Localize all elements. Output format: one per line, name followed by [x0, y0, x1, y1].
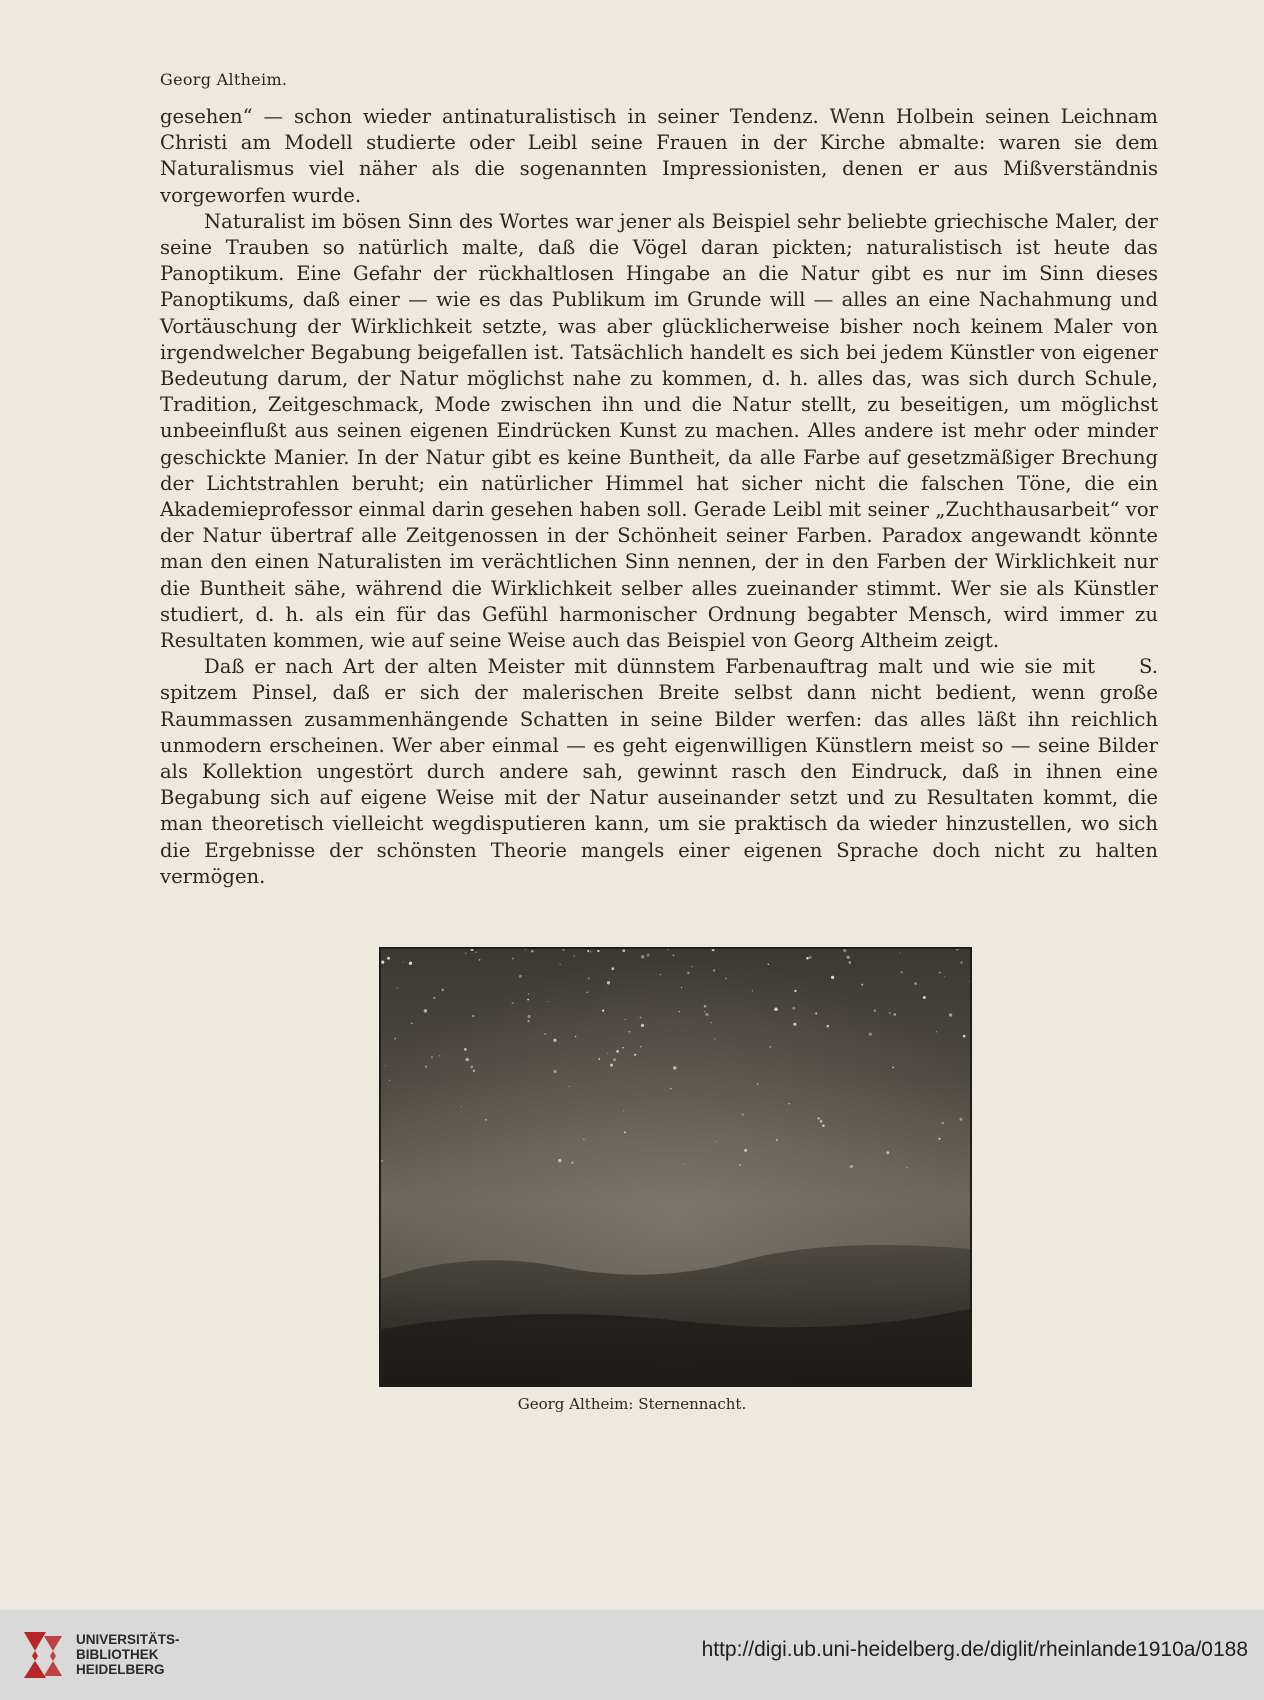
star-dot — [441, 989, 444, 992]
star-dot — [820, 1120, 823, 1123]
star-dot — [742, 1113, 744, 1115]
star-dot — [587, 950, 589, 952]
star-dot — [575, 1036, 576, 1037]
star-dot — [713, 969, 716, 972]
star-dot — [465, 953, 466, 954]
star-dot — [394, 1038, 396, 1040]
star-dot — [548, 1001, 549, 1002]
star-dot — [892, 1067, 894, 1069]
star-dot — [470, 1066, 473, 1069]
star-dot — [827, 1025, 830, 1028]
star-dot — [527, 999, 529, 1001]
star-dot — [818, 1117, 820, 1119]
star-dot — [461, 1106, 462, 1107]
star-dot — [691, 966, 693, 968]
star-dot — [944, 976, 945, 977]
star-dot — [597, 950, 599, 952]
star-dot — [869, 1033, 872, 1036]
star-dot — [602, 1010, 604, 1012]
star-dot — [464, 1048, 467, 1051]
star-dot — [942, 1122, 944, 1124]
star-dot — [949, 1013, 952, 1016]
star-dot — [607, 981, 610, 984]
star-dot — [673, 1066, 676, 1069]
article-body — [160, 104, 1158, 890]
star-dot — [466, 1058, 469, 1061]
paragraph-2: Naturalist im bösen Sinn des Wortes war jener als Beispiel sehr beliebte griechische Maler, der seine Trauben so natürlich malte, daß die Vögel daran pickten; naturalistisch ist heute das Panoptikum. Eine Gefahr der rückhaltlosen Hingabe an die Natur gibt es nur im Sinn dieses Panoptikums, daß einer — wie es das Publikum im Grunde will — alles an eine Nachahmung und Vortäuschung der Wirklichkeit setzte, was aber glücklicherweise bisher noch keinem Maler von irgendwelcher Begabung beigefallen ist. Tatsächlich handelt es sich bei jedem Künstler von eigener Bedeutung darum, der Natur möglichst nahe zu kommen, d. h. alles das, was sich durch Schule, Tradition, Zeitgeschmack, Mode zwischen ihn und die Natur stellt, zu beseitigen, um möglichst unbeeinflußt aus seinen eigenen Eindrücken Kunst zu machen. Alles andere ist mehr oder minder geschickte Manier. In der Natur gibt es keine Buntheit, da alle Farbe auf gesetzmäßiger Brechung der Lichtstrahlen beruht; ein natürlicher Himmel hat sicher nicht die falschen Töne, die ein Akademieprofessor einmal darin gesehen haben soll. Gerade Leibl mit seiner „Zuchthausarbeit“ vor der Natur übertraf alle Zeitgenossen in der Schönheit seiner Farben. Paradox angewandt könnte man den einen Naturalisten im verächtlichen Sinn nennen, der in den Farben der Wirklichkeit nur die Buntheit sähe, während die Wirklichkeit selber alles zueinander stimmt. Wer sie als Künstler studiert, d. h. als ein für das Gefühl harmonischer Ordnung begabter Mensch, wird immer zu Resultaten kommen, wie auf seine Weise auch das Beispiel von Georg Altheim zeigt. — [160, 209, 1158, 653]
star-dot — [511, 1002, 513, 1004]
star-dot — [528, 1020, 530, 1022]
star-dot — [607, 1053, 608, 1054]
star-dot — [381, 961, 384, 964]
star-dot — [531, 950, 533, 952]
star-dot — [936, 1031, 937, 1032]
star-dot — [641, 955, 644, 958]
star-dot — [757, 1083, 759, 1085]
star-dot — [640, 1046, 641, 1047]
star-dot — [672, 954, 674, 956]
paragraph-3-text: Daß er nach Art der alten Meister mit dünnstem Farbenauftrag malt und wie sie mit spitzem Pinsel, daß er sich der malerischen Breite selbst dann nicht bedient, wenn große Raummassen zusammenhängende Schatten in seine Bilder werfen: das alles läßt ihn reichlich unmodern erscheinen. Wer aber einmal — es geht eigenwilligen Künstlern meist so — seine Bilder als Kollektion ungestört durch andere sah, gewinnt rasch den Eindruck, daß in ihnen eine Begabung sich auf eigene Weise mit der Natur auseinander setzt und zu Resultaten kommt, die man theoretisch vielleicht wegdisputieren kann, um sie praktisch da wieder hinzustellen, wo sich die Ergebnisse der schönsten Theorie mangels einer eigenen Sprache doch nicht zu halten vermögen. — [160, 655, 1158, 888]
star-dot — [431, 1056, 433, 1058]
star-dot — [560, 964, 561, 965]
star-dot — [711, 1022, 712, 1023]
star-dot — [472, 1015, 474, 1017]
star-dot — [822, 1125, 824, 1127]
star-dot — [624, 1131, 626, 1133]
star-dot — [527, 1015, 530, 1018]
star-dot — [622, 949, 625, 952]
library-logo-icon — [16, 1626, 68, 1684]
star-dot — [558, 1159, 561, 1162]
star-dot — [588, 977, 590, 979]
star-dot — [899, 952, 900, 953]
permalink-url[interactable]: http://digi.ub.uni-heidelberg.de/diglit/rheinlande1910a/0188 — [701, 1638, 1248, 1661]
library-name — [76, 1632, 180, 1677]
star-dot — [519, 975, 522, 978]
star-dot — [705, 1013, 708, 1016]
star-dot — [479, 959, 481, 961]
running-head: Georg Altheim. — [160, 70, 288, 89]
star-dot — [831, 976, 834, 979]
star-dot — [889, 1012, 891, 1014]
library-line-2: BIBLIOTHEK — [76, 1647, 159, 1662]
star-dot — [433, 997, 435, 999]
star-dot — [806, 957, 809, 960]
digitization-footer — [0, 1610, 1264, 1700]
author-signature: S. — [1139, 655, 1158, 679]
starry-night-painting — [381, 949, 970, 1385]
star-dot — [704, 1005, 707, 1008]
star-dot — [397, 988, 398, 989]
star-dot — [683, 1164, 684, 1165]
star-dot — [424, 1009, 428, 1013]
star-dot — [554, 1070, 557, 1073]
star-dot — [963, 1035, 966, 1038]
star-dot — [959, 1118, 962, 1121]
star-dot — [402, 962, 403, 963]
star-dot — [629, 1031, 630, 1032]
star-dot — [794, 990, 796, 992]
star-dot — [610, 1064, 613, 1067]
star-dot — [923, 996, 926, 999]
star-dot — [622, 1047, 624, 1049]
star-dot — [611, 967, 614, 970]
star-dot — [850, 1165, 853, 1168]
star-dot — [969, 981, 970, 982]
star-dot — [473, 1070, 475, 1072]
star-dot — [776, 1139, 778, 1141]
star-dot — [439, 1055, 440, 1056]
library-line-3: HEIDELBERG — [76, 1662, 165, 1677]
star-dot — [389, 1080, 390, 1081]
star-dot — [569, 1086, 570, 1087]
star-dot — [793, 1023, 796, 1026]
star-dot — [938, 1138, 940, 1140]
star-dot — [792, 1007, 795, 1010]
star-dot — [425, 1065, 427, 1067]
star-dot — [647, 954, 650, 957]
star-dot — [583, 1138, 585, 1140]
star-dot — [641, 1024, 644, 1027]
star-dot — [544, 1033, 546, 1035]
star-dot — [613, 1058, 616, 1061]
star-dot — [874, 1010, 876, 1012]
star-dot — [739, 1164, 741, 1166]
star-dot — [485, 1119, 487, 1121]
star-dot — [886, 1151, 889, 1154]
star-dot — [960, 962, 962, 964]
star-dot — [914, 982, 917, 985]
star-dot — [475, 952, 476, 953]
star-dot — [574, 955, 575, 956]
star-dot — [660, 974, 661, 975]
star-dot — [409, 962, 412, 965]
star-dot — [411, 1023, 413, 1025]
star-dot — [768, 964, 770, 966]
paragraph-3 — [160, 654, 1158, 890]
star-dot — [616, 1050, 619, 1053]
star-dot — [587, 992, 588, 993]
library-line-1: UNIVERSITÄTS- — [76, 1632, 180, 1647]
star-dot — [381, 1160, 383, 1162]
star-dot — [625, 1019, 626, 1020]
star-dot — [634, 1054, 636, 1056]
star-dot — [849, 961, 851, 963]
star-dot — [906, 1167, 908, 1169]
star-dot — [553, 1039, 556, 1042]
star-dot — [679, 1011, 680, 1012]
star-dot — [808, 956, 811, 959]
star-dot — [715, 1141, 716, 1142]
star-dot — [590, 951, 592, 953]
star-dot — [752, 990, 753, 991]
star-dot — [571, 1162, 573, 1164]
star-dot — [687, 972, 689, 974]
star-dot — [640, 1017, 642, 1019]
star-dot — [681, 987, 682, 988]
star-dot — [744, 1149, 747, 1152]
star-dot — [528, 993, 530, 995]
star-dot — [901, 971, 903, 973]
star-dot — [815, 1012, 817, 1014]
star-dot — [598, 1058, 600, 1060]
star-dot — [847, 956, 850, 959]
star-dot — [670, 1088, 672, 1090]
painting-plate — [379, 947, 972, 1387]
paragraph-1: gesehen“ — schon wieder antinaturalistisch in seiner Tendenz. Wenn Holbein seinen Leichnam Christi am Modell studierte oder Leibl seine Frauen in der Kirche abmalte: waren sie dem Naturalismus viel näher als die sogenannten Impressionisten, denen er aus Mißverständnis vorgeworfen wurde. — [160, 105, 1158, 207]
star-dot — [769, 1046, 771, 1048]
star-dot — [623, 1110, 624, 1111]
star-dot — [774, 1007, 778, 1011]
star-dot — [385, 1065, 386, 1066]
star-dot — [714, 1038, 715, 1039]
star-dot — [512, 957, 514, 959]
star-dot — [939, 972, 941, 974]
star-dot — [894, 1013, 897, 1016]
star-dot — [861, 984, 863, 986]
star-dot — [704, 1011, 705, 1012]
star-dot — [725, 978, 726, 979]
star-dot — [387, 957, 390, 960]
figure-caption: Georg Altheim: Sternennacht. — [517, 1395, 747, 1413]
star-dot — [788, 1103, 790, 1105]
